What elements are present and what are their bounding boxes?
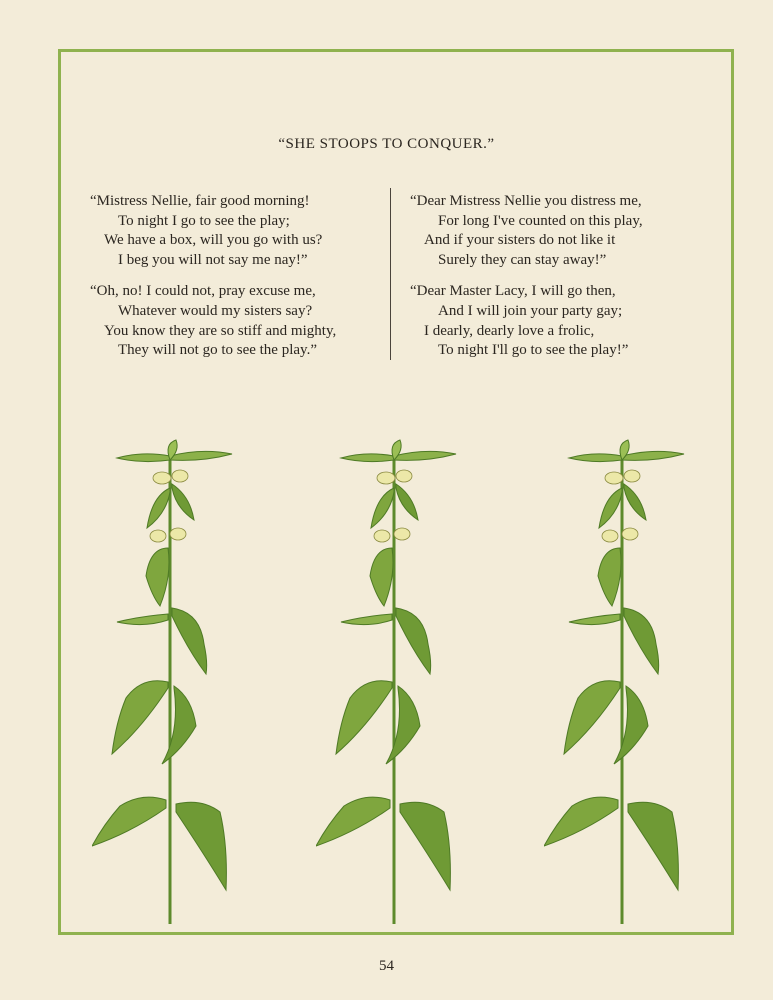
verse-line: Whatever would my sisters say? <box>118 302 313 319</box>
verse-line: They will not go to see the play.” <box>118 342 317 359</box>
nettle-plant-illustration <box>544 436 694 926</box>
poem-title: “SHE STOOPS TO CONQUER.” <box>278 136 495 152</box>
left-column <box>90 192 380 373</box>
nettle-plant-illustration <box>316 436 466 926</box>
verse-line: Surely they can stay away!” <box>438 251 607 268</box>
verse-line: I beg you will not say me nay!” <box>118 251 308 268</box>
verse-line: “Oh, no! I could not, pray excuse me, <box>90 283 316 300</box>
stanza-2 <box>90 282 380 360</box>
page-number: 54 <box>379 958 394 974</box>
verse-line: “Dear Master Lacy, I will go then, <box>410 283 616 300</box>
verse-line: We have a box, will you go with us? <box>104 232 323 249</box>
plant-drawing <box>92 440 232 924</box>
column-divider <box>390 188 391 360</box>
right-column <box>410 192 700 373</box>
nettle-plant-illustration <box>92 436 242 926</box>
verse-line: You know they are so stiff and mighty, <box>104 322 337 339</box>
plant-drawing <box>544 440 684 924</box>
stanza-3 <box>410 192 700 270</box>
plant-drawing <box>316 440 456 924</box>
stanza-4 <box>410 282 700 360</box>
verse-line: And if your sisters do not like it <box>424 232 616 249</box>
stanza-1 <box>90 192 380 270</box>
verse-line: To night I go to see the play; <box>118 212 290 229</box>
verse-line: To night I'll go to see the play!” <box>438 342 629 359</box>
verse-line: “Mistress Nellie, fair good morning! <box>90 193 310 209</box>
verse-line: I dearly, dearly love a frolic, <box>424 322 595 339</box>
verse-line: For long I've counted on this play, <box>438 212 643 229</box>
verse-line: And I will join your party gay; <box>438 302 623 319</box>
verse-line: “Dear Mistress Nellie you distress me, <box>410 193 642 209</box>
